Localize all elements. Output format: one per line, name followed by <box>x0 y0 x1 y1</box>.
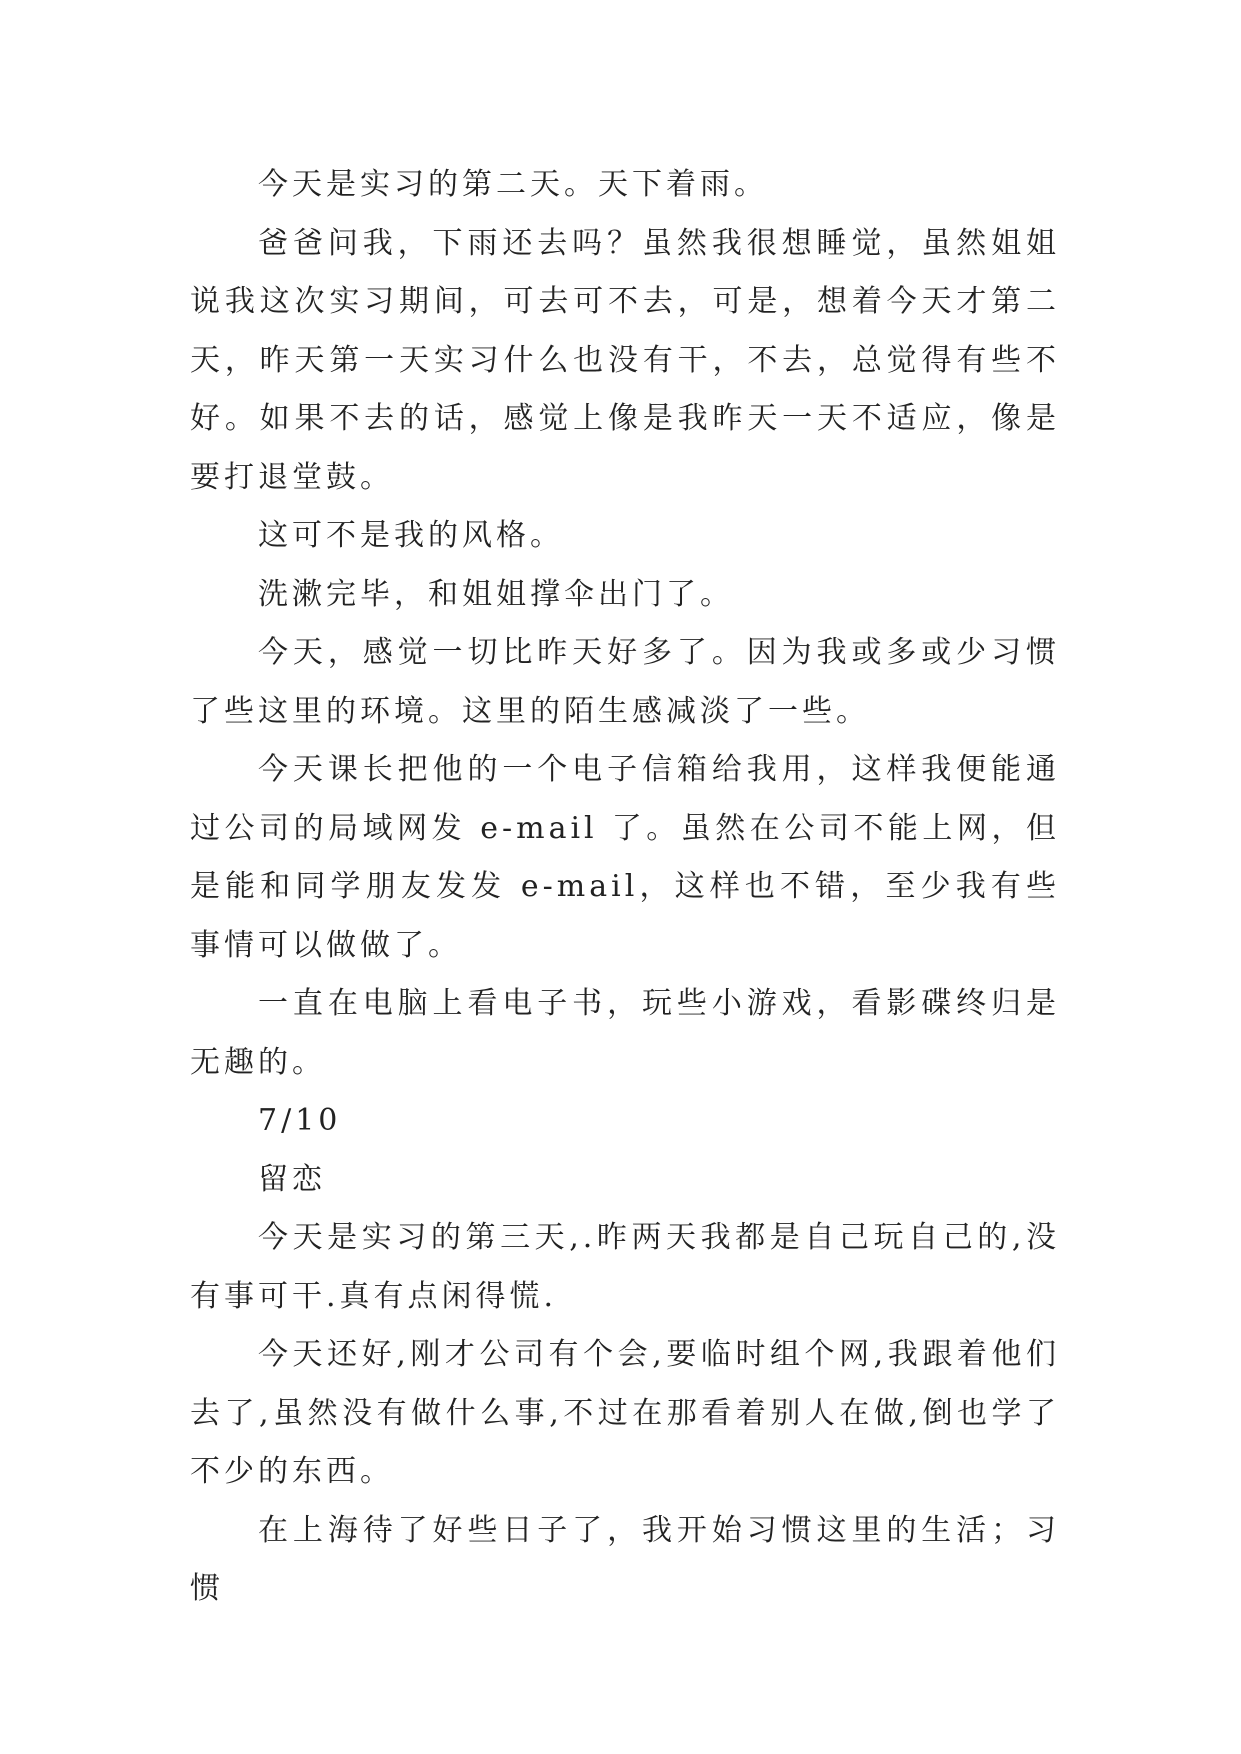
paragraph-6: 今天课长把他的一个电子信箱给我用，这样我便能通过公司的局域网发 e-mail 了。虽然在公司不能上网，但是能和同学朋友发发 e-mail，这样也不错，至少我有些事情可以做做了。 <box>190 752 1060 963</box>
paragraph-1: 今天是实习的第二天。天下着雨。 <box>258 167 768 202</box>
paragraph-5: 今天，感觉一切比昨天好多了。因为我或多或少习惯了些这里的环境。这里的陌生感减淡了一些。 <box>190 635 1060 729</box>
paragraph-3: 这可不是我的风格。 <box>258 518 564 553</box>
paragraph-7: 一直在电脑上看电子书，玩些小游戏，看影碟终归是无趣的。 <box>190 986 1060 1080</box>
paragraph-8: 今天是实习的第三天,.昨两天我都是自己玩自己的,没有事可干.真有点闲得慌. <box>190 1220 1060 1314</box>
document-body <box>190 156 1060 1619</box>
paragraph-9: 今天还好,刚才公司有个会,要临时组个网,我跟着他们去了,虽然没有做什么事,不过在那看着别人在做,倒也学了不少的东西。 <box>190 1337 1060 1489</box>
section-title: 留恋 <box>258 1161 326 1197</box>
paragraph-10: 在上海待了好些日子了，我开始习惯这里的生活；习惯 <box>190 1512 1060 1606</box>
paragraph-2: 爸爸问我，下雨还去吗？虽然我很想睡觉，虽然姐姐说我这次实习期间，可去可不去，可是，想着今天才第二天，昨天第一天实习什么也没有干，不去，总觉得有些不好。如果不去的话，感觉上像是我昨天一天不适应，像是要打退堂鼓。 <box>190 225 1060 495</box>
date-line: 7/10 <box>258 1103 342 1138</box>
paragraph-4: 洗漱完毕，和姐姐撑伞出门了。 <box>258 576 734 612</box>
